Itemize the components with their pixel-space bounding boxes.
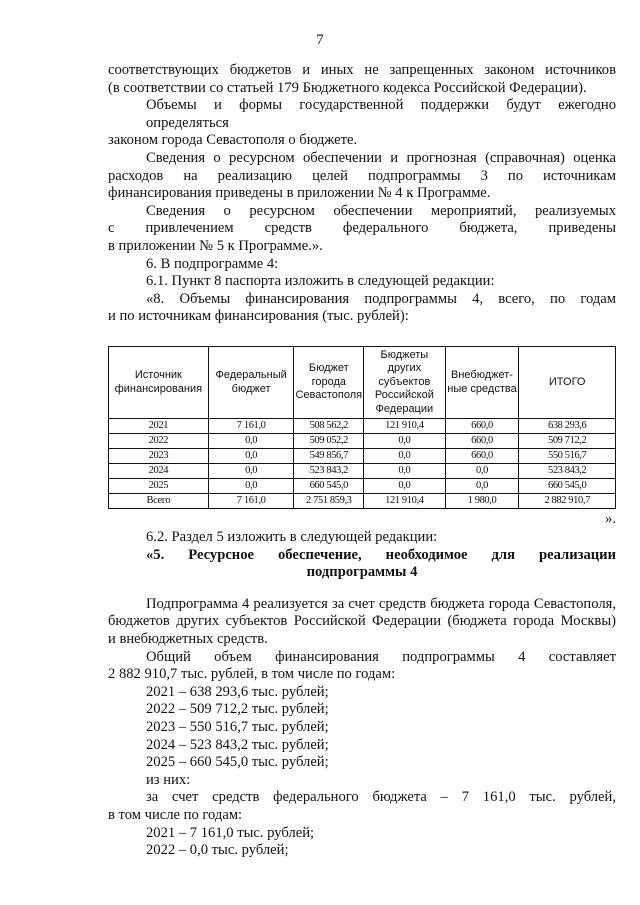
- paragraph-line: соответствующих бюджетов и иных не запрещенных законом источников: [108, 62, 616, 78]
- table-cell: 0,0: [364, 479, 446, 494]
- section-intro: 6.2. Раздел 5 изложить в следующей редакции:: [146, 529, 438, 545]
- paragraph-line: «8. Объемы финансирования подпрограммы 4, всего, по годам: [146, 290, 616, 307]
- table-cell: 7 161,0: [208, 494, 294, 509]
- table-cell: 660,0: [445, 434, 519, 449]
- paragraph-line: за счет средств федерального бюджета – 7 161,0 тыс. рублей,: [146, 789, 616, 806]
- table-cell: Всего: [109, 494, 209, 509]
- paragraph-line: с привлечением средств федерального бюджета, приведены: [108, 220, 616, 237]
- year-amount: 2022 – 0,0 тыс. рублей;: [146, 842, 289, 859]
- page-number: 7: [316, 32, 324, 48]
- table-cell: 660,0: [445, 419, 519, 434]
- table-cell: 2024: [109, 464, 209, 479]
- table-cell: 0,0: [445, 479, 519, 494]
- year-amount: 2023 – 550 516,7 тыс. рублей;: [146, 718, 329, 735]
- table-cell: 0,0: [208, 434, 294, 449]
- paragraph-line: Подпрограмма 4 реализуется за счет средств бюджета города Севастополя,: [146, 595, 616, 612]
- paragraph-line: Сведения о ресурсном обеспечении и прогнозная (справочная) оценка: [146, 149, 616, 166]
- table-cell: 2 751 859,3: [294, 494, 364, 509]
- financing-table: [108, 346, 616, 510]
- year-amount: 2021 – 638 293,6 тыс. рублей;: [146, 683, 329, 700]
- table-cell: 549 856,7: [294, 449, 364, 464]
- table-cell: 0,0: [445, 464, 519, 479]
- paragraph-line: в том числе по годам:: [108, 806, 243, 823]
- table-cell: 0,0: [364, 434, 446, 449]
- section-title-line: подпрограммы 4: [306, 564, 418, 581]
- paragraph-line: 6.1. Пункт 8 паспорта изложить в следующей редакции:: [146, 273, 495, 290]
- paragraph-line: и по источникам финансирования (тыс. рублей):: [108, 308, 409, 325]
- paragraph-line: 6. В подпрограмме 4:: [146, 255, 279, 272]
- table-cell: 121 910,4: [364, 494, 446, 509]
- paragraph-line: в приложении № 5 к Программе.».: [108, 237, 323, 254]
- table-cell: 638 293,6: [519, 419, 616, 434]
- table-cell: 7 161,0: [208, 419, 294, 434]
- document-body: [108, 62, 616, 860]
- paragraph-line: бюджетов других субъектов Российской Федерации (бюджета города Москвы): [108, 613, 616, 630]
- table-cell: 660 545,0: [294, 479, 364, 494]
- column-header: Источник финансирования: [109, 346, 209, 419]
- table-cell: 660 545,0: [519, 479, 616, 494]
- paragraph-line: Объемы и формы государственной поддержки будут ежегодно определяться: [146, 97, 616, 131]
- table-row: [109, 419, 616, 434]
- paragraph-line: Сведения о ресурсном обеспечении мероприятий, реализуемых: [146, 202, 616, 219]
- year-amount: 2024 – 523 843,2 тыс. рублей;: [146, 736, 329, 753]
- table-cell: 2022: [109, 434, 209, 449]
- table-cell: 121 910,4: [364, 419, 446, 434]
- year-amount: 2021 – 7 161,0 тыс. рублей;: [146, 824, 315, 841]
- column-header: Внебюджет-ные средства: [445, 346, 519, 419]
- paragraph-line: расходов на реализацию целей подпрограммы 3 по источникам: [108, 167, 616, 184]
- column-header: Бюджет города Севастополя: [294, 346, 364, 419]
- table-cell: 2025: [109, 479, 209, 494]
- table-cell: 509 052,2: [294, 434, 364, 449]
- table-cell: 0,0: [208, 449, 294, 464]
- table-total-row: [109, 494, 616, 509]
- table-cell: 660,0: [445, 449, 519, 464]
- table-cell: 509 712,2: [519, 434, 616, 449]
- table-row: [109, 464, 616, 479]
- table-row: [109, 434, 616, 449]
- paragraph-line: законом города Севастополя о бюджете.: [108, 132, 358, 149]
- paragraph-line: Общий объем финансирования подпрограммы 4 составляет: [146, 648, 616, 665]
- section-title-line: «5. Ресурсное обеспечение, необходимое для реализации: [146, 546, 616, 563]
- table-cell: 1 980,0: [445, 494, 519, 509]
- table-cell: 0,0: [208, 464, 294, 479]
- year-amount: 2022 – 509 712,2 тыс. рублей;: [146, 701, 329, 718]
- closing-quote: ».: [605, 511, 616, 528]
- table-cell: 2021: [109, 419, 209, 434]
- table-cell: 0,0: [364, 449, 446, 464]
- table-cell: 0,0: [364, 464, 446, 479]
- table-cell: 2023: [109, 449, 209, 464]
- table-cell: 508 562,2: [294, 419, 364, 434]
- paragraph-line: 2 882 910,7 тыс. рублей, в том числе по годам:: [108, 666, 396, 683]
- paragraph-line: (в соответствии со статьей 179 Бюджетного кодекса Российской Федерации).: [108, 79, 587, 96]
- table-cell: 550 516,7: [519, 449, 616, 464]
- table-cell: 523 843,2: [519, 464, 616, 479]
- year-amount: 2025 – 660 545,0 тыс. рублей;: [146, 754, 329, 771]
- column-header: Федеральный бюджет: [208, 346, 294, 419]
- table-cell: 523 843,2: [294, 464, 364, 479]
- paragraph-line: и внебюджетных средств.: [108, 630, 268, 647]
- column-header: Бюджеты других субъектов Российской Федерации: [364, 346, 446, 419]
- paragraph-line: финансирования приведены в приложении № 4 к Программе.: [108, 185, 491, 202]
- table-header-row: [109, 346, 616, 419]
- table-cell: 2 882 910,7: [519, 494, 616, 509]
- from-them-label: из них:: [146, 771, 191, 788]
- table-cell: 0,0: [208, 479, 294, 494]
- column-header: ИТОГО: [519, 346, 616, 419]
- table-row: [109, 479, 616, 494]
- table-row: [109, 449, 616, 464]
